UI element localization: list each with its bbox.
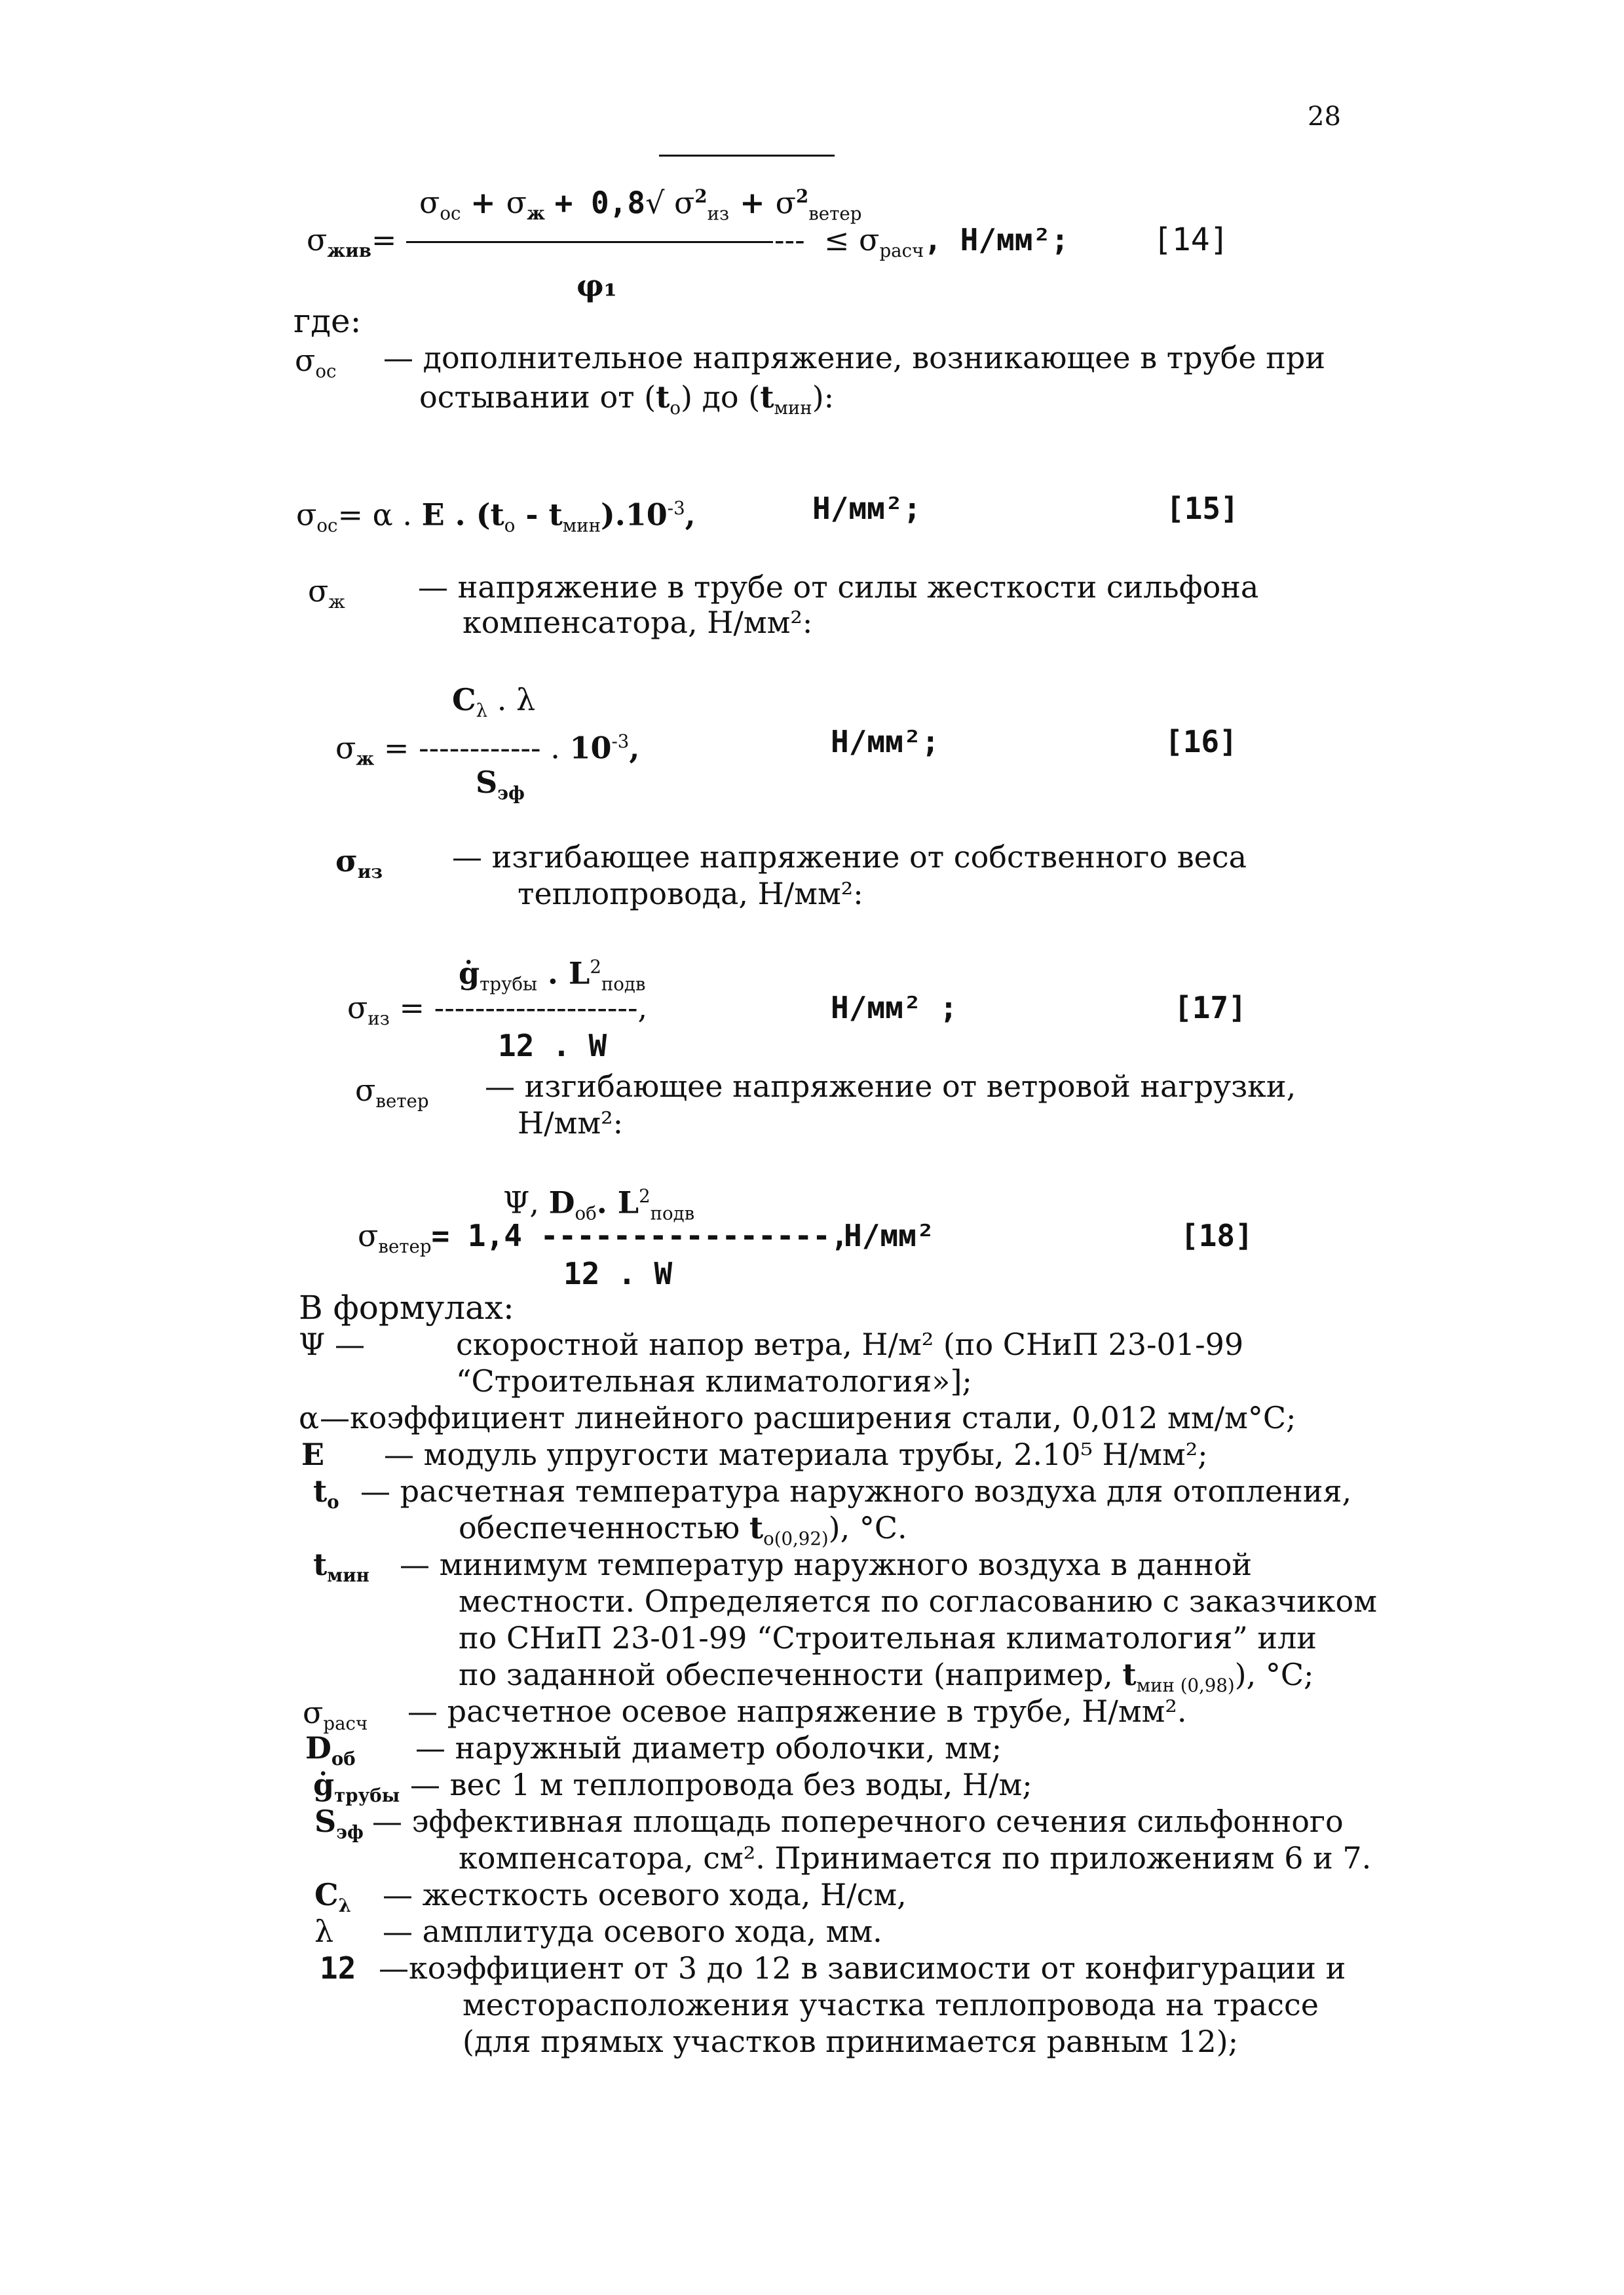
sigma-os: $\sigma_{ос}$ <box>419 185 461 225</box>
formula-17-denominator: 12 . W <box>498 1028 607 1063</box>
legend-text: — вес 1 м теплопровода без воды, Н/м; <box>410 1767 1032 1802</box>
sqrt-sign: √ <box>645 185 665 221</box>
formula-14-rhs: --- ≤ $\sigma_{расч}$, Н/мм²; <box>774 222 1069 262</box>
formula-16-unit: Н/мм²; <box>831 724 940 759</box>
legend-text: компенсатора, см². Принимается по приложениям 6 и 7. <box>459 1840 1372 1876</box>
legend-symbol: $D_{об}$ <box>305 1730 356 1770</box>
formula-14-numerator: $\sigma_{ос} + \sigma_ж + 0,8√$ $\sigma^2_{из} + \sigma^2_{ветер}$ <box>419 185 862 225</box>
equation-number-16: [16] <box>1165 724 1237 759</box>
formula-17-numerator: $ġ_{трубы}$ . $L^2_{подв}$ <box>459 955 646 995</box>
legend-symbol: E <box>301 1437 325 1472</box>
formula-16-body: $\sigma_ж$ = ------------ . $10^{-3}$, <box>335 730 640 770</box>
definition-text: — напряжение в трубе от силы жесткости сильфона <box>418 569 1259 605</box>
legend-symbol: $ġ_{трубы}$ <box>313 1767 400 1807</box>
legend-text: (для прямых участков принимается равным 12); <box>463 2024 1239 2059</box>
definition-text-cont: остывании от $(t_о)$ до $(t_{мин})$: <box>419 379 835 419</box>
formula-14-denominator: φ₁ <box>576 268 617 303</box>
legend-text: — амплитуда осевого хода, мм. <box>383 1914 882 1949</box>
legend-text: — жесткость осевого хода, Н/см, <box>383 1877 907 1912</box>
formulas-heading: В формулах: <box>299 1289 514 1327</box>
legend-text: обеспеченностью $t_{о(0,92)}$), °С. <box>459 1510 907 1550</box>
legend-text: — минимум температур наружного воздуха в данной <box>400 1547 1253 1582</box>
definition-text-cont: компенсатора, Н/мм²: <box>463 605 813 640</box>
legend-symbol: $\sigma_{расч}$ <box>303 1695 368 1735</box>
equation-number-15: [15] <box>1166 491 1239 526</box>
formula-16-numerator: $C_\lambda$ . λ <box>452 682 536 722</box>
legend-text: по заданной обеспеченности (например, $t_{мин (0,98)}$), °С; <box>459 1657 1314 1697</box>
sigma-zh: $\sigma_ж$ <box>506 185 545 225</box>
legend-symbol: $t_о$ <box>313 1473 339 1513</box>
legend-text: — модуль упругости материала трубы, 2.10⁵ Н/мм²; <box>384 1437 1208 1472</box>
fraction-bar <box>406 241 773 243</box>
legend-text: — наружный диаметр оболочки, мм; <box>415 1730 1002 1766</box>
legend-text: “Строительная климатология»]; <box>456 1363 972 1399</box>
formula-18-body: $\sigma_{ветер}= 1,4$ ----------------, <box>358 1218 849 1258</box>
legend-symbol: α <box>299 1400 320 1435</box>
equation-number-14: [14] <box>1153 221 1229 258</box>
definition-symbol: $\sigma_{ветер}$ <box>355 1072 429 1112</box>
legend-symbol: λ <box>314 1914 334 1949</box>
legend-symbol: $S_{эф}$ <box>314 1804 364 1844</box>
legend-text: — эффективная площадь поперечного сечения сильфонного <box>372 1804 1344 1839</box>
legend-symbol: 12 <box>320 1950 356 1986</box>
legend-symbol: Ψ — <box>299 1327 365 1362</box>
formula-18-unit: Н/мм² <box>844 1218 935 1253</box>
equation-number-18: [18] <box>1180 1218 1253 1253</box>
formula-18-denominator: 12 . W <box>563 1256 673 1291</box>
formula-15-body: $\sigma_{ос}= \alpha$ . E . $(t_о - t_{мин}).10^{-3}$, <box>296 497 696 537</box>
legend-text: местности. Определяется по согласованию с заказчиком <box>459 1584 1377 1619</box>
definition-symbol: $\sigma_{из}$ <box>335 843 383 883</box>
formula-16-denominator: $S_{эф}$ <box>476 765 525 805</box>
legend-text: —коэффициент линейного расширения стали, 0,012 мм/м°С; <box>320 1400 1296 1435</box>
definition-text-cont: теплопровода, Н/мм²: <box>518 876 863 911</box>
definition-text: — дополнительное напряжение, возникающее в трубе при <box>383 340 1326 375</box>
formula-14-lhs: $\sigma_{жив}=$ <box>307 222 397 262</box>
legend-symbol: $t_{мин}$ <box>313 1547 369 1587</box>
formula-18-numerator: Ψ, $D_{об}$. $L^2_{подв}$ <box>503 1185 695 1224</box>
formula-15-unit: Н/мм²; <box>812 491 922 526</box>
definition-text: — изгибающее напряжение от ветровой нагрузки, <box>485 1069 1296 1104</box>
formula-17-body: $\sigma_{из}$ = --------------------, <box>347 990 648 1030</box>
legend-symbol: $C_\lambda$ <box>314 1877 351 1917</box>
legend-text: —коэффициент от 3 до 12 в зависимости от конфигурации и <box>379 1950 1346 1986</box>
legend-text: месторасположения участка теплопровода на трассе <box>463 1987 1319 2022</box>
legend-text: — расчетное осевое напряжение в трубе, Н/мм². <box>407 1694 1187 1729</box>
definition-symbol: $\sigma_{ос}$ <box>295 343 337 383</box>
sqrt-overline <box>659 155 835 157</box>
definition-text-cont: Н/мм²: <box>518 1105 624 1141</box>
page-number: 28 <box>1308 102 1341 132</box>
definition-text: — изгибающее напряжение от собственного веса <box>452 839 1247 875</box>
formula-17-unit: Н/мм² ; <box>831 990 958 1025</box>
where-label: где: <box>293 302 362 340</box>
equation-number-17: [17] <box>1174 990 1247 1025</box>
legend-text: скоростной напор ветра, Н/м² (по СНиП 23-01-99 <box>456 1327 1244 1362</box>
legend-text: по СНиП 23-01-99 “Строительная климатология” или <box>459 1620 1317 1656</box>
legend-text: — расчетная температура наружного воздуха для отопления, <box>360 1473 1352 1509</box>
definition-symbol: $\sigma_ж$ <box>308 573 345 613</box>
